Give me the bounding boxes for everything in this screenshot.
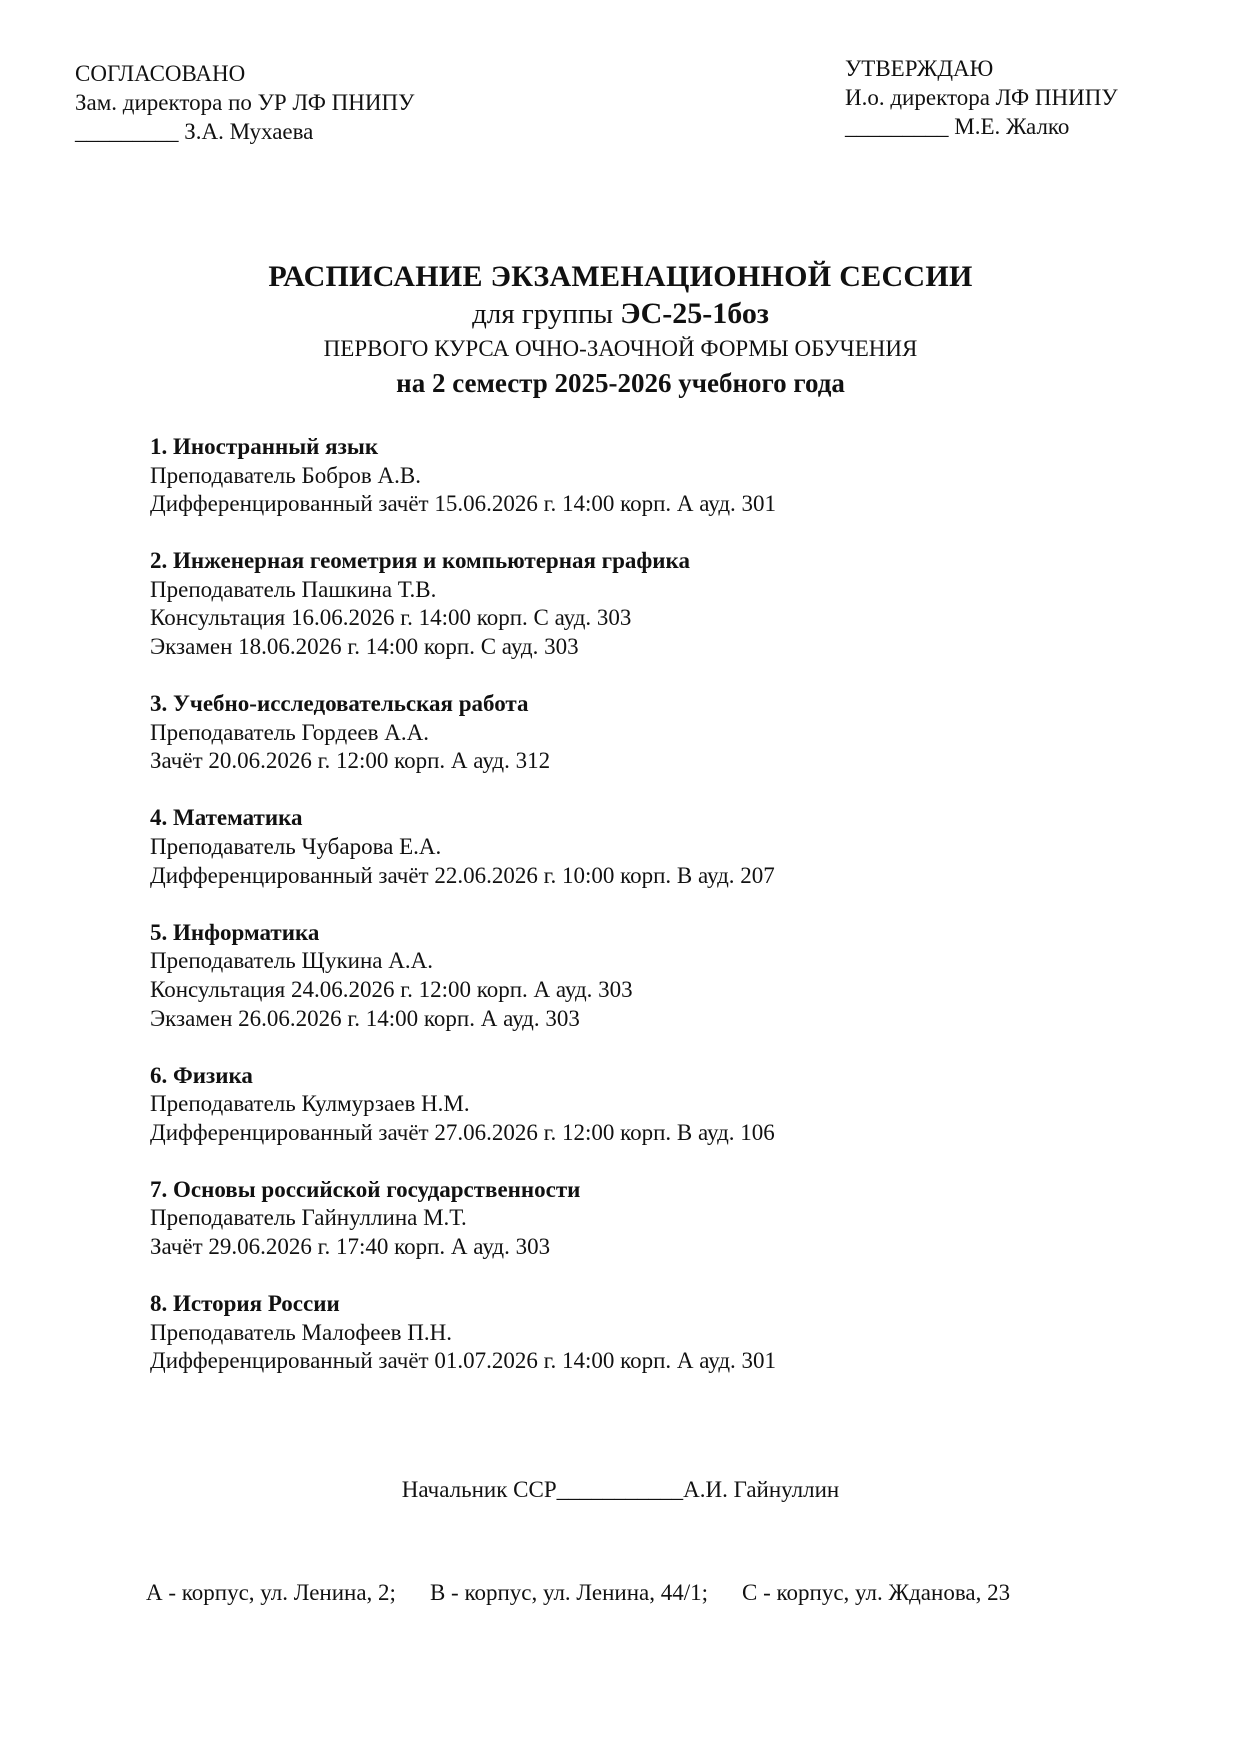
building-b-address: В - корпус, ул. Ленина, 44/1; — [429, 1580, 708, 1605]
approval-signature-line: _________ З.А. Мухаева — [75, 119, 314, 144]
subject-event: Дифференцированный зачёт 01.07.2026 г. 14:00 корп. А ауд. 301 — [150, 1348, 777, 1374]
head-signature: Начальник ССР___________А.И. Гайнуллин — [401, 1477, 840, 1502]
approval-signature-line: _________ М.Е. Жалко — [845, 114, 1070, 139]
subject-teacher: Преподаватель Щукина А.А. — [150, 948, 433, 974]
subject-entry — [150, 547, 776, 661]
subject-name: 3. Учебно-исследовательская работа — [150, 691, 529, 717]
approval-block-agreed — [75, 59, 414, 146]
approval-heading: СОГЛАСОВАНО — [75, 61, 246, 86]
subject-entry — [150, 1062, 776, 1148]
subject-event: Консультация 24.06.2026 г. 12:00 корп. А ауд. 303 — [150, 976, 633, 1002]
approval-position: И.о. директора ЛФ ПНИПУ — [845, 85, 1118, 110]
subject-teacher: Преподаватель Гордеев А.А. — [150, 719, 429, 745]
approval-block-approved — [845, 54, 1118, 141]
subject-name: 6. Физика — [150, 1062, 253, 1088]
group-prefix: для группы — [472, 298, 621, 330]
subject-entry — [150, 919, 776, 1033]
course-line: ПЕРВОГО КУРСА ОЧНО-ЗАОЧНОЙ ФОРМЫ ОБУЧЕНИЯ — [323, 336, 918, 361]
approval-position: Зам. директора по УР ЛФ ПНИПУ — [75, 90, 415, 115]
subject-entry — [150, 804, 776, 890]
subject-event: Консультация 16.06.2026 г. 14:00 корп. С ауд. 303 — [150, 605, 632, 631]
group-line — [0, 296, 1241, 332]
subject-event: Зачёт 20.06.2026 г. 12:00 корп. А ауд. 312 — [150, 748, 551, 774]
subject-event: Дифференцированный зачёт 15.06.2026 г. 14:00 корп. А ауд. 301 — [150, 491, 777, 517]
subject-teacher: Преподаватель Пашкина Т.В. — [150, 576, 437, 602]
subject-name: 8. История России — [150, 1291, 340, 1317]
subject-list — [150, 433, 776, 1404]
subject-teacher: Преподаватель Гайнуллина М.Т. — [150, 1205, 467, 1231]
semester-line: на 2 семестр 2025-2026 учебного года — [396, 368, 845, 398]
document-title: РАСПИСАНИЕ ЭКЗАМЕНАЦИОННОЙ СЕССИИ — [268, 260, 973, 293]
building-addresses — [146, 1578, 1010, 1607]
group-code: ЭС-25-1боз — [620, 297, 769, 330]
subject-teacher: Преподаватель Чубарова Е.А. — [150, 834, 442, 860]
subject-name: 4. Математика — [150, 805, 303, 831]
subject-name: 7. Основы российской государственности — [150, 1176, 581, 1202]
subject-entry — [150, 1176, 776, 1262]
approval-heading: УТВЕРЖДАЮ — [845, 56, 994, 81]
subject-event: Экзамен 26.06.2026 г. 14:00 корп. А ауд. 303 — [150, 1005, 580, 1031]
subject-teacher: Преподаватель Малофеев П.Н. — [150, 1319, 453, 1345]
subject-entry — [150, 1290, 776, 1376]
building-a-address: А - корпус, ул. Ленина, 2; — [146, 1580, 396, 1605]
subject-event: Экзамен 18.06.2026 г. 14:00 корп. С ауд. 303 — [150, 634, 579, 660]
subject-event: Дифференцированный зачёт 27.06.2026 г. 12:00 корп. В ауд. 106 — [150, 1119, 775, 1145]
document-title-block — [0, 258, 1241, 401]
subject-entry — [150, 690, 776, 776]
subject-name: 2. Инженерная геометрия и компьютерная графика — [150, 548, 690, 574]
subject-event: Дифференцированный зачёт 22.06.2026 г. 10:00 корп. В ауд. 207 — [150, 862, 775, 888]
subject-entry — [150, 433, 776, 519]
subject-teacher: Преподаватель Кулмурзаев Н.М. — [150, 1091, 470, 1117]
subject-teacher: Преподаватель Бобров А.В. — [150, 462, 421, 488]
building-c-address: С - корпус, ул. Жданова, 23 — [742, 1580, 1011, 1605]
subject-name: 1. Иностранный язык — [150, 434, 379, 459]
subject-name: 5. Информатика — [150, 919, 320, 945]
subject-event: Зачёт 29.06.2026 г. 17:40 корп. А ауд. 303 — [150, 1234, 551, 1260]
